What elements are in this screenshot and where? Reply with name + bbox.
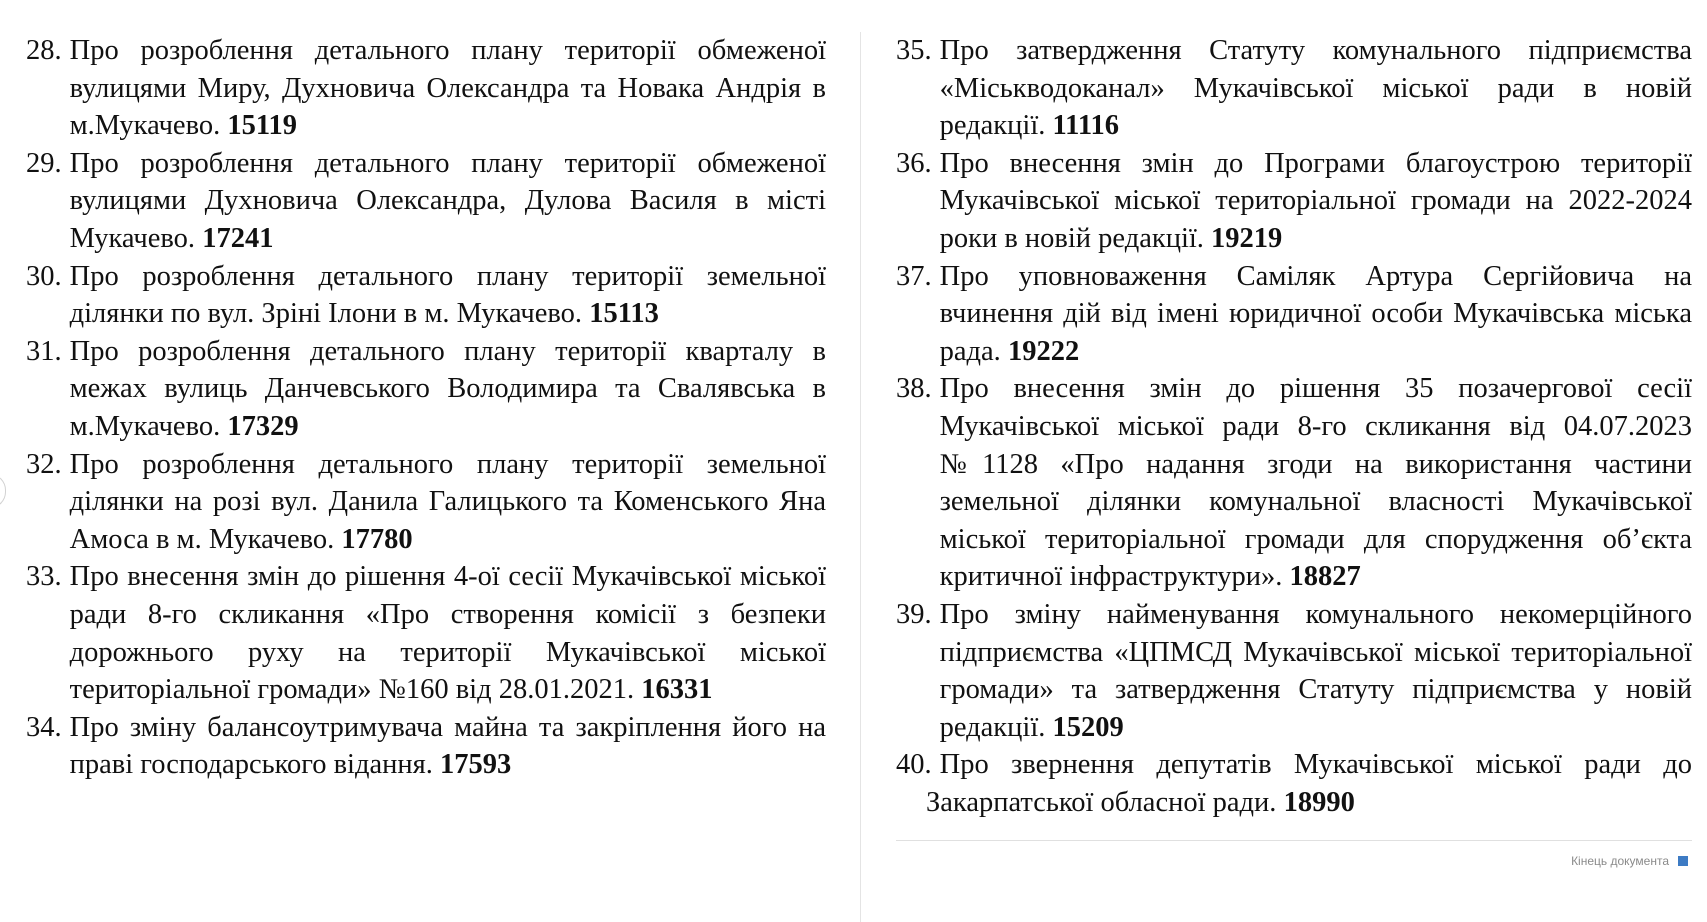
agenda-item-31: [26, 333, 826, 446]
agenda-item-code: 19219: [1211, 222, 1283, 254]
end-of-document-rule: [896, 840, 1692, 841]
agenda-item-code: 17593: [440, 749, 512, 781]
agenda-item-text: Про розроблення детального плану території земельної ділянки по вул. Зріні Ілони в м. Мукачево. 15113: [69, 260, 826, 330]
agenda-item-text: Про розроблення детального плану території кварталу в межах вулиць Данчевського Володимира та Свалявська в м.Мукачево. 17329: [69, 335, 826, 442]
agenda-item-number: 40.: [896, 749, 932, 781]
agenda-item-code: 15209: [1052, 711, 1124, 743]
agenda-item-code: 18827: [1289, 561, 1361, 593]
agenda-item-code: 17780: [341, 523, 413, 555]
agenda-item-39: [896, 596, 1692, 746]
agenda-item-text: Про розроблення детального плану території обмеженої вулицями Духновича Олександра, Дулова Василя в місті Мукачево. 17241: [69, 147, 826, 254]
agenda-item-30: [26, 258, 826, 333]
end-of-document-indicator: [1571, 854, 1688, 868]
agenda-item-text: Про внесення змін до Програми благоустрою території Мукачівської міської територіальної громади на 2022-2024 роки в новій редакції. 19219: [939, 147, 1692, 254]
agenda-item-code: 18990: [1283, 786, 1355, 818]
page-divider: [860, 32, 861, 922]
agenda-item-number: 33.: [26, 561, 62, 593]
agenda-item-text: Про уповноваження Саміляк Артура Сергійовича на вчинення дій від імені юридичної особи Мукачівська міська рада. 19222: [939, 260, 1692, 367]
agenda-item-number: 39.: [896, 598, 932, 630]
agenda-item-number: 29.: [26, 147, 62, 179]
agenda-item-text: Про внесення змін до рішення 4-ої сесії Мукачівської міської ради 8-го скликання «Про створення комісії з безпеки дорожнього руху на території Мукачівської міської територіальної громади» №160 від 28.01.2021. 16331: [69, 561, 826, 706]
agenda-item-text: Про розроблення детального плану території земельної ділянки на розі вул. Данила Галицького та Коменського Яна Амоса в м. Мукачево. 17780: [69, 448, 826, 555]
document-page-right: [862, 0, 1707, 922]
agenda-item-number: 35.: [896, 35, 932, 66]
agenda-item-text: Про затвердження Статуту комунального підприємства «Міськводоканал» Мукачівської міської ради в новій редакції. 11116: [939, 35, 1692, 142]
agenda-item-number: 32.: [26, 448, 62, 480]
agenda-item-32: [26, 446, 826, 559]
agenda-item-number: 37.: [896, 260, 932, 292]
agenda-item-code: 17329: [227, 410, 299, 442]
agenda-item-code: 15113: [589, 298, 659, 330]
agenda-item-code: 15119: [227, 110, 298, 142]
agenda-item-29: [26, 145, 826, 258]
agenda-item-37: [896, 258, 1692, 371]
agenda-item-36: [896, 145, 1692, 258]
end-of-document-label: Кінець документа: [1571, 854, 1669, 868]
agenda-item-38: [896, 370, 1692, 596]
agenda-item-28: [26, 32, 826, 145]
agenda-item-34: [26, 709, 826, 784]
agenda-item-40: [896, 746, 1692, 821]
page-edge-handle[interactable]: [0, 474, 6, 508]
end-of-document-square-icon: [1678, 856, 1688, 866]
agenda-item-text: Про розроблення детального плану території обмеженої вулицями Миру, Духновича Олександра та Новака Андрія в м.Мукачево. 15119: [69, 35, 826, 142]
agenda-item-text: Про зміну балансоутримувача майна та закріплення його на праві господарського відання. 17593: [69, 711, 826, 781]
agenda-item-number: 31.: [26, 335, 62, 367]
agenda-list-right: [896, 32, 1692, 821]
agenda-item-number: 36.: [896, 147, 932, 179]
agenda-item-number: 28.: [26, 35, 62, 66]
agenda-item-number: 38.: [896, 373, 932, 405]
agenda-item-33: [26, 558, 826, 708]
agenda-item-code: 17241: [202, 222, 274, 254]
agenda-list-left: [26, 32, 826, 784]
agenda-item-35: [896, 32, 1692, 145]
agenda-item-code: 19222: [1007, 335, 1080, 367]
agenda-item-text: Про звернення депутатів Мукачівської міської ради до Закарпатської обласної ради.: [926, 749, 1692, 818]
agenda-item-code: 16331: [641, 674, 713, 706]
agenda-item-number: 34.: [26, 711, 62, 743]
agenda-item-text: Про зміну найменування комунального некомерційного підприємства «ЦПМСД Мукачівської міської територіальної громади» та затвердження Статуту підприємства у новій редакції. 15209: [939, 598, 1692, 743]
agenda-item-number: 30.: [26, 260, 62, 292]
agenda-item-code: 11116: [1052, 110, 1120, 142]
agenda-item-text: Про внесення змін до рішення 35 позачергової сесії Мукачівської міської ради 8-го скликання від 04.07.2023 №1128 «Про надання згоди на використання частини земельної ділянки комунальної власності Мукачівської міської територіальної громади для спорудження об’єкта критичної інфраструктури». 18827: [939, 373, 1692, 593]
